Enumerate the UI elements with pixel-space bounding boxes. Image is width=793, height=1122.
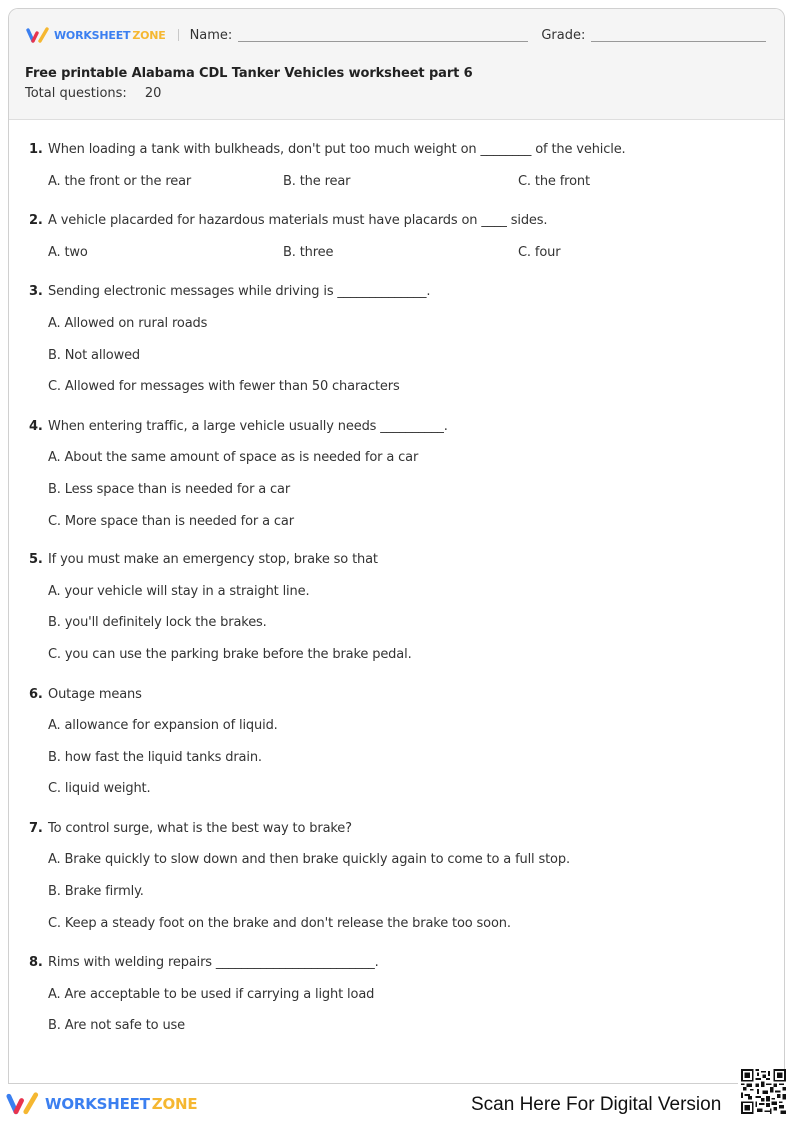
divider	[178, 29, 179, 41]
option-c[interactable]: C. liquid weight.	[48, 781, 151, 796]
question-number: 8.	[29, 955, 43, 970]
question-number: 3.	[29, 284, 43, 299]
footer	[0, 1084, 793, 1122]
option-c[interactable]: C. four	[518, 245, 561, 260]
option-a[interactable]: A. allowance for expansion of liquid.	[48, 718, 278, 733]
grade-label: Grade:	[541, 27, 586, 43]
option-a[interactable]: A. Brake quickly to slow down and then brake quickly again to come to a full stop.	[48, 852, 570, 867]
name-label: Name:	[189, 27, 233, 43]
option-a[interactable]: A. About the same amount of space as is needed for a car	[48, 450, 419, 465]
question-number: 2.	[29, 213, 43, 228]
brand-row	[26, 25, 766, 45]
total-questions	[25, 86, 161, 101]
worksheetzone-logo[interactable]	[26, 27, 166, 44]
logo-w-icon	[6, 1092, 40, 1116]
question-number: 1.	[29, 142, 43, 157]
logo-text: WORKSHEET ZONE	[45, 1095, 198, 1113]
question-text: If you must make an emergency stop, brake so that	[48, 552, 378, 567]
worksheet-page	[8, 8, 785, 1084]
option-c[interactable]: C. Allowed for messages with fewer than 50 characters	[48, 379, 400, 394]
option-c[interactable]: C. you can use the parking brake before the brake pedal.	[48, 647, 412, 662]
option-a[interactable]: A. two	[48, 245, 88, 260]
question-text: To control surge, what is the best way to brake?	[48, 821, 352, 836]
option-b[interactable]: B. Less space than is needed for a car	[48, 482, 291, 497]
option-c[interactable]: C. Keep a steady foot on the brake and don't release the brake too soon.	[48, 916, 511, 931]
option-b[interactable]: B. Brake firmly.	[48, 884, 144, 899]
grade-field[interactable]	[591, 41, 766, 42]
worksheet-header	[9, 9, 784, 120]
question-text: Outage means	[48, 687, 142, 702]
logo-w-icon	[26, 27, 50, 44]
total-questions-value: 20	[144, 86, 162, 101]
option-a[interactable]: A. Allowed on rural roads	[48, 316, 208, 331]
question-text: When entering traffic, a large vehicle usually needs __________.	[48, 419, 448, 434]
question-number: 5.	[29, 552, 43, 567]
option-b[interactable]: B. three	[283, 245, 334, 260]
footer-logo[interactable]	[6, 1092, 197, 1116]
option-b[interactable]: B. the rear	[283, 174, 351, 189]
option-a[interactable]: A. your vehicle will stay in a straight line.	[48, 584, 310, 599]
question-number: 6.	[29, 687, 43, 702]
question-text: Rims with welding repairs _________________________.	[48, 955, 379, 970]
question-text: Sending electronic messages while driving is ______________.	[48, 284, 431, 299]
question-text: A vehicle placarded for hazardous materials must have placards on ____ sides.	[48, 213, 548, 228]
option-b[interactable]: B. how fast the liquid tanks drain.	[48, 750, 262, 765]
name-field[interactable]	[238, 41, 528, 42]
worksheet-title: Free printable Alabama CDL Tanker Vehicles worksheet part 6	[25, 66, 473, 81]
question-number: 4.	[29, 419, 43, 434]
qr-code-icon[interactable]	[741, 1069, 786, 1114]
option-c[interactable]: C. the front	[518, 174, 590, 189]
option-a[interactable]: A. the front or the rear	[48, 174, 192, 189]
option-a[interactable]: A. Are acceptable to be used if carrying a light load	[48, 987, 375, 1002]
option-b[interactable]: B. Not allowed	[48, 348, 141, 363]
option-b[interactable]: B. Are not safe to use	[48, 1018, 186, 1033]
question-text: When loading a tank with bulkheads, don't put too much weight on ________ of the vehicle.	[48, 142, 626, 157]
total-questions-label: Total questions:	[25, 86, 127, 101]
option-b[interactable]: B. you'll definitely lock the brakes.	[48, 615, 267, 630]
logo-text: WORKSHEET ZONE	[54, 28, 166, 42]
page-right-border	[784, 1040, 785, 1070]
question-number: 7.	[29, 821, 43, 836]
scan-instruction: Scan Here For Digital Version	[471, 1094, 722, 1115]
option-c[interactable]: C. More space than is needed for a car	[48, 514, 294, 529]
